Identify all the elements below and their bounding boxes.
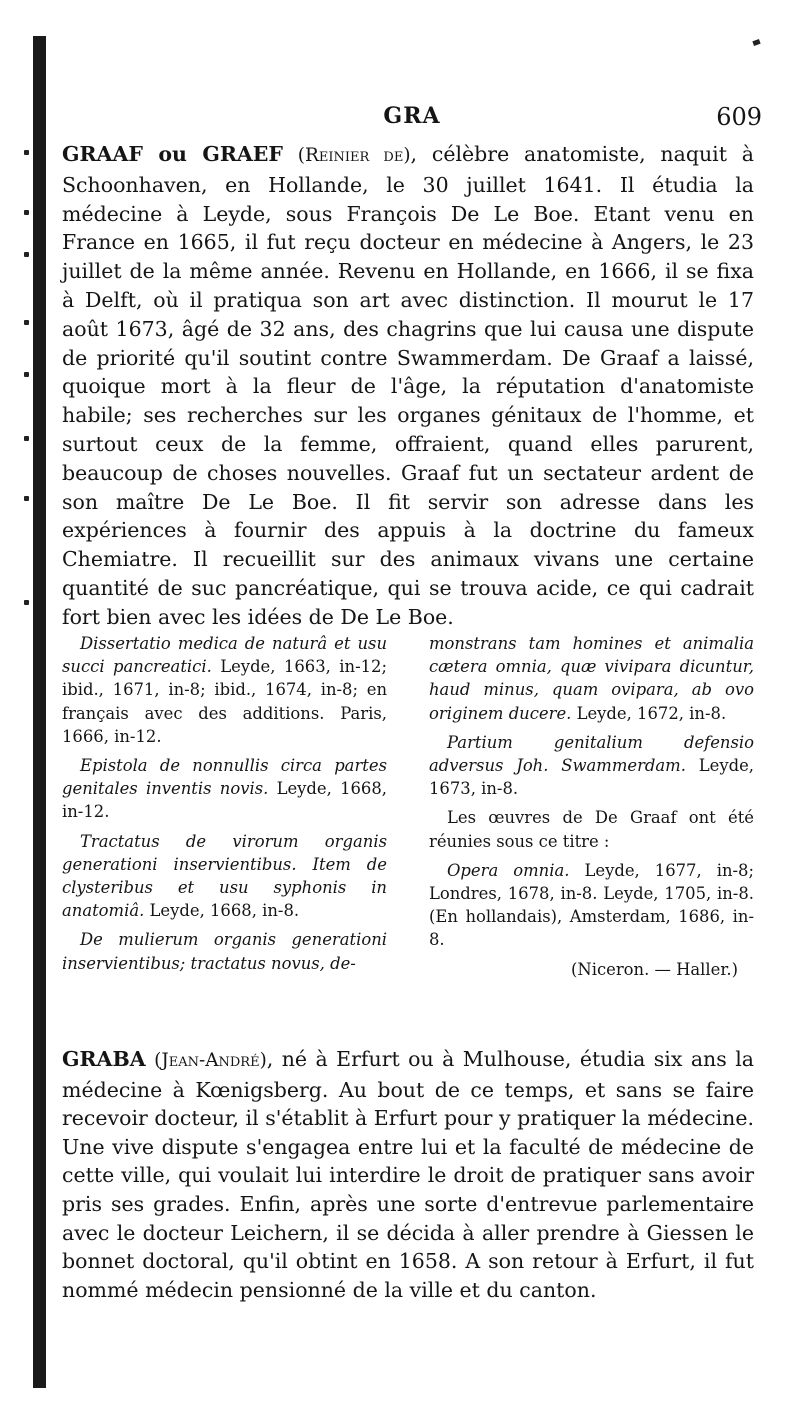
- entry-body: , né à Erfurt ou à Mulhouse, étudia six ans la médecine à Kœnigsberg. Au bout de ce temps, et sans se faire recevoir docteur, il s'établit à Erfurt pour y pratiquer la médecine. Une vive dispute s'engagea entre lui et la faculté de médecine de cette ville, qui voulait lui interdire le droit de pratiquer sans avoir pris ses grades. Enfin, après une sorte d'entrevue parlementaire avec le docteur Leichern, il se décida à aller prendre à Giessen le bonnet doctoral, qu'il obtint en 1658. A son retour à Erfurt, il fut nommé médecin pensionné de la ville et du canton.: [62, 1047, 754, 1302]
- work-details: Leyde, 1668, in-8.: [144, 901, 300, 921]
- work-title: Dissertatio medica de naturâ et usu succi pancreatici.: [62, 634, 387, 677]
- work-details: Leyde, 1663, in-12; ibid., 1671, in-8; ibid., 1674, in-8; en français avec des additions. Paris, 1666, in-12.: [62, 657, 387, 746]
- work-details: Leyde, 1672, in-8.: [571, 703, 727, 723]
- work-title: Epistola de nonnullis circa partes genitales inventis novis.: [62, 756, 387, 799]
- bibliography-item: [62, 830, 387, 923]
- work-details: Les œuvres de De Graaf ont été réunies sous ce titre :: [429, 808, 754, 851]
- bibliography-note: [429, 806, 754, 852]
- entry-headword: GRABA: [62, 1047, 146, 1071]
- work-details: Leyde, 1677, in-8; Londres, 1678, in-8. Leyde, 1705, in-8. (En hollandais), Amsterdam, 1686, in-8.: [429, 860, 755, 950]
- bibliography-column-right: [429, 632, 754, 1022]
- bibliography-item: [429, 731, 754, 801]
- work-details: (Niceron. — Haller.): [570, 959, 738, 979]
- entry-graaf: [62, 140, 754, 632]
- entry-forename: (Reinier de): [297, 145, 411, 166]
- scan-speck: [752, 39, 760, 46]
- bibliography-item: [62, 632, 387, 748]
- entry-headword: GRAAF ou GRAEF: [62, 142, 283, 166]
- bibliography-item: [429, 632, 754, 725]
- bibliography-item: [429, 859, 754, 952]
- bibliography-item: [62, 754, 387, 824]
- work-title: monstrans tam homines et animalia cætera omnia, quæ vivipara dicuntur, haud minus, quam ovipara, ab ovo originem ducere.: [429, 634, 754, 723]
- bibliography: [62, 632, 754, 1022]
- work-details: Leyde, 1668, in-12.: [62, 779, 387, 822]
- work-title: Partium genitalium defensio adversus Joh. Swammerdam.: [429, 732, 754, 776]
- running-head-title: GRA: [383, 103, 441, 129]
- entry-body: , célèbre anatomiste, naquit à Schoonhaven, en Hollande, le 30 juillet 1641. Il étudia la médecine à Leyde, sous François De Le Boe. Etant venu en France en 1665, il fut reçu docteur en médecine à Angers, le 23 juillet de la même année. Revenu en Hollande, en 1666, il se fixa à Delft, où il pratiqua son art avec distinction. Il mourut le 17 août 1673, âgé de 32 ans, des chagrins que lui causa une dispute de priorité qu'il soutint contre Swammerdam. De Graaf a laissé, quoique mort à la fleur de l'âge, la réputation d'anatomiste habile; ses recherches sur les organes génitaux de l'homme, et surtout ceux de la femme, offraient, quand elles parurent, beaucoup de choses nouvelles. Graaf fut un sectateur ardent de son maître De Le Boe. Il fit servir son adresse dans les expériences à fournir des appuis à la doctrine du fameux Chemiatre. Il recueillit sur des animaux vivans une certaine quantité de suc pancréatique, qui se trouva acide, ce qui cadrait fort bien avec les idées de De Le Boe.: [62, 142, 754, 629]
- scan-edge-bar: [33, 36, 46, 1388]
- work-details: Leyde, 1673, in-8.: [429, 756, 754, 799]
- bibliography-item: [62, 928, 387, 974]
- running-head: [62, 103, 762, 135]
- bibliography-column-left: [62, 632, 387, 1022]
- entry-forename: (Jean-André): [154, 1050, 267, 1071]
- work-title: De mulierum organis generationi inservientibus; tractatus novus, de-: [62, 930, 387, 973]
- work-title: Tractatus de virorum organis generationi inservientibus. Item de clysteribus et usu syphonis in anatomiâ.: [62, 831, 387, 921]
- bibliography-sources: [429, 958, 738, 981]
- page-number: 609: [716, 103, 762, 131]
- entry-graba: [62, 1045, 754, 1304]
- work-title: Opera omnia.: [447, 860, 570, 880]
